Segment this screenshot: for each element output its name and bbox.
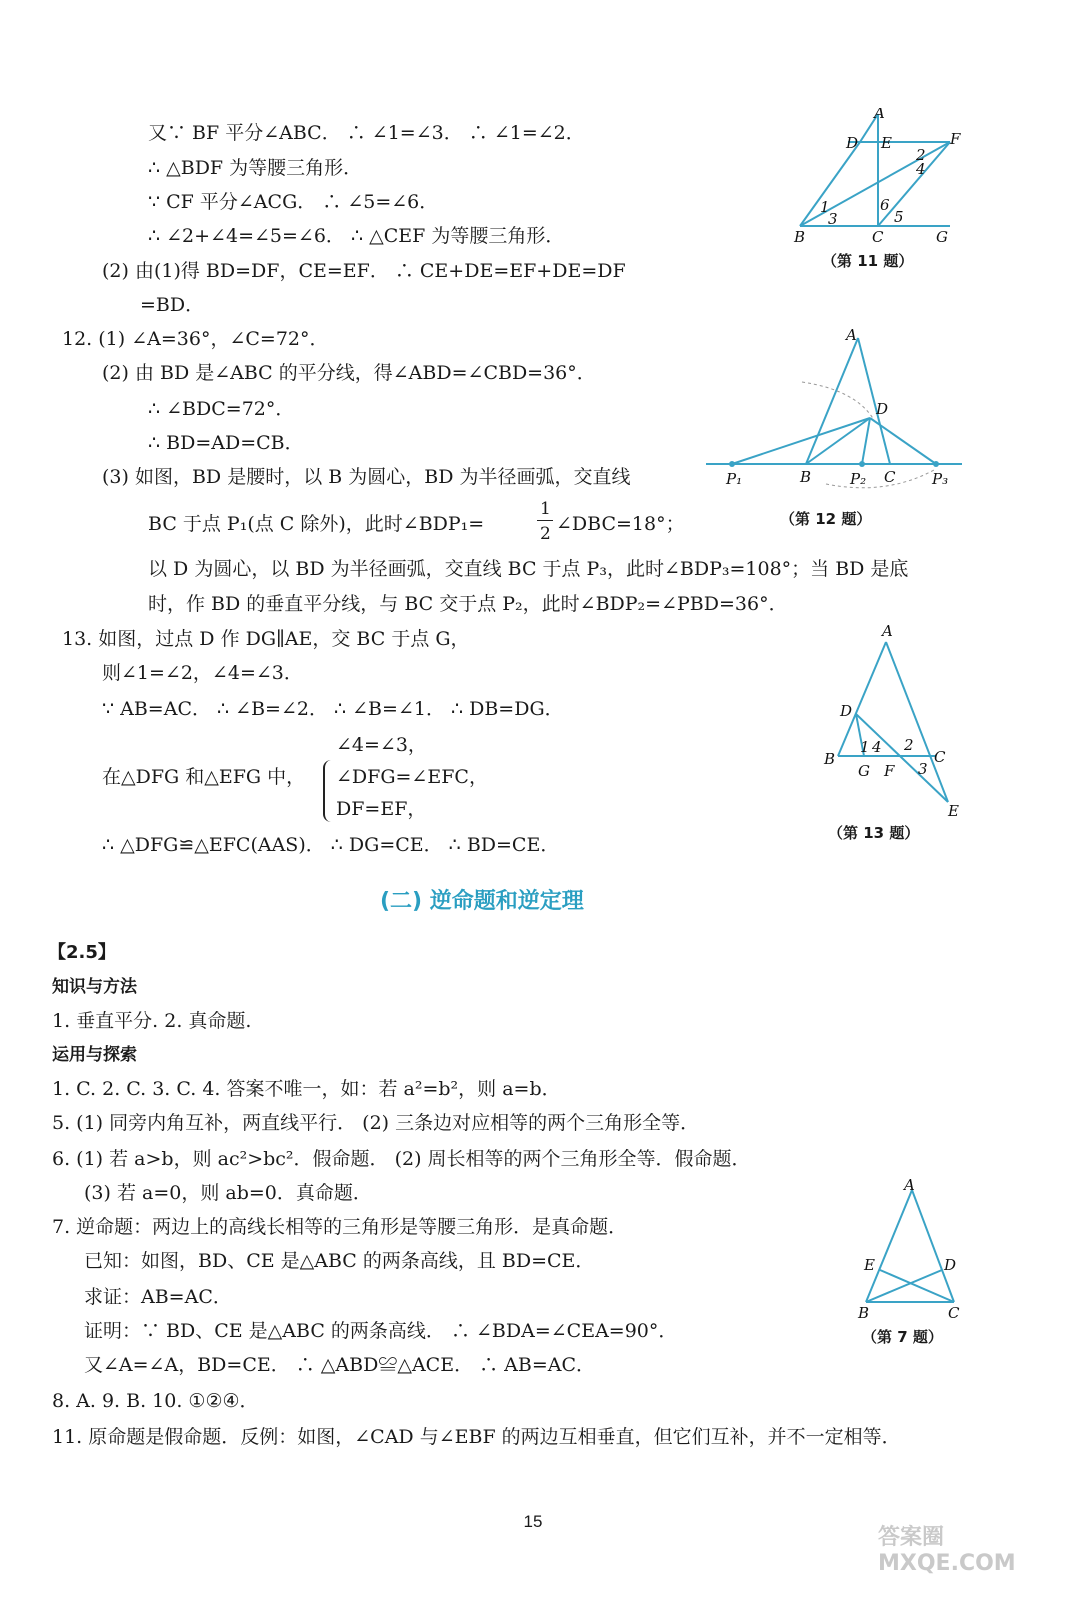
answer-line: (3) 若 a=0，则 ab=0．真命题．	[84, 1182, 372, 1204]
figure-13	[820, 622, 970, 822]
label-4: 4	[916, 160, 926, 178]
label-1: 1	[860, 738, 870, 756]
label-P1: P₁	[726, 470, 743, 488]
figure-7	[850, 1176, 970, 1326]
label-E: E	[864, 1256, 875, 1274]
fraction-numerator: 1	[540, 499, 551, 519]
page-number: 15	[523, 1512, 543, 1531]
q12-line: ∴ BD=AD=CB．	[148, 432, 304, 454]
label-2: 2	[904, 736, 914, 754]
q13-line: ∵ AB=AC． ∴ ∠B=∠2． ∴ ∠B=∠1． ∴ DB=DG．	[102, 698, 564, 720]
section-heading: 【2.5】	[48, 942, 116, 963]
q12-line: (2) 由 BD 是∠ABC 的平分线，得∠ABD=∠CBD=36°．	[102, 362, 596, 384]
label-A: A	[846, 326, 857, 344]
q11-line: ∴ ∠2+∠4=∠5=∠6． ∴ △CEF 为等腰三角形．	[148, 225, 565, 247]
q13-line: 则∠1=∠2，∠4=∠3．	[102, 662, 303, 684]
q12-line: ∠DBC=18°；	[556, 513, 685, 535]
q13-line: 13. 如图，过点 D 作 DG∥AE，交 BC 于点 G，	[62, 628, 470, 650]
answer-line: 11. 原命题是假命题．反例：如图，∠CAD 与∠EBF 的两边互相垂直，但它们互补，并不一定相等．	[52, 1426, 901, 1448]
q12-line: 时，作 BD 的垂直平分线，与 BC 交于点 P₂，此时∠BDP₂=∠PBD=36°．	[148, 593, 788, 615]
label-G: G	[858, 762, 870, 780]
q13-cond: DF=EF，	[336, 798, 427, 820]
q12-line: (3) 如图，BD 是腰时，以 B 为圆心，BD 为半径画弧，交直线	[102, 466, 631, 488]
label-B: B	[794, 228, 806, 246]
label-C: C	[884, 468, 896, 486]
subheading: 知识与方法	[52, 977, 137, 997]
label-B: B	[800, 468, 812, 486]
answer-line: 6. (1) 若 a>b，则 ac²>bc²．假命题． (2) 周长相等的两个三角形全等．假命题．	[52, 1148, 751, 1170]
label-5: 5	[894, 208, 904, 226]
label-B: B	[858, 1304, 870, 1322]
answer-line: 7. 逆命题：两边上的高线长相等的三角形是等腰三角形．是真命题．	[52, 1216, 628, 1238]
label-F: F	[950, 130, 961, 148]
label-D: D	[876, 400, 889, 418]
caption-11: （第 11 题）	[822, 252, 914, 270]
section-title: (二) 逆命题和逆定理	[380, 889, 584, 914]
caption-7: （第 7 题）	[862, 1328, 943, 1346]
subheading: 运用与探索	[52, 1045, 137, 1065]
label-E: E	[948, 802, 959, 820]
answer-line: 又∠A=∠A，BD=CE． ∴ △ABD≌△ACE． ∴ AB=AC．	[84, 1354, 596, 1376]
q12-line: ∴ ∠BDC=72°．	[148, 398, 295, 420]
label-2: 2	[916, 146, 926, 164]
label-P3: P₃	[932, 470, 949, 488]
label-A: A	[904, 1176, 915, 1194]
fraction-denominator: 2	[540, 524, 551, 544]
q11-line: ∴ △BDF 为等腰三角形．	[148, 157, 363, 179]
label-D: D	[840, 702, 853, 720]
label-P2: P₂	[850, 470, 867, 488]
label-C: C	[872, 228, 884, 246]
answer-line: 已知：如图，BD、CE 是△ABC 的两条高线，且 BD=CE．	[84, 1250, 595, 1272]
q13-cond: ∠4=∠3，	[336, 734, 427, 756]
label-G: G	[936, 228, 948, 246]
q12-line: 以 D 为圆心，以 BD 为半径画弧，交直线 BC 于点 P₃，此时∠BDP₃=108°；当 BD 是底	[148, 558, 909, 580]
label-1: 1	[820, 198, 830, 216]
q11-line: =BD．	[140, 294, 205, 316]
q11-line: 又∵ BF 平分∠ABC． ∴ ∠1=∠3． ∴ ∠1=∠2．	[148, 122, 585, 144]
label-3: 3	[828, 210, 838, 228]
label-B: B	[824, 750, 836, 768]
label-D: D	[846, 134, 859, 152]
label-4: 4	[872, 738, 882, 756]
q11-line: (2) 由(1)得 BD=DF，CE=EF． ∴ CE+DE=EF+DE=DF	[102, 260, 626, 282]
q13-line: ∴ △DFG≌△EFC(AAS)． ∴ DG=CE． ∴ BD=CE．	[102, 834, 560, 856]
figure-12	[706, 320, 966, 500]
label-A: A	[882, 622, 893, 640]
q12-line: 12. (1) ∠A=36°，∠C=72°．	[62, 328, 329, 350]
label-F: F	[884, 762, 895, 780]
label-6: 6	[880, 196, 890, 214]
watermark: 答案圈 MXQE.COM	[878, 1525, 1016, 1576]
q13-line: 在△DFG 和△EFG 中，	[102, 766, 306, 788]
answer-line: 8. A. 9. B. 10. ①②④．	[52, 1390, 259, 1412]
q13-cond: ∠DFG=∠EFC，	[336, 766, 488, 788]
caption-12: （第 12 题）	[780, 510, 872, 528]
answer-line: 求证：AB=AC．	[84, 1286, 232, 1308]
q12-line: BC 于点 P₁(点 C 除外)，此时∠BDP₁=	[148, 513, 485, 535]
brace	[323, 760, 335, 822]
caption-13: （第 13 题）	[828, 824, 920, 842]
figure-11	[790, 108, 970, 258]
label-A: A	[874, 108, 885, 122]
label-D: D	[944, 1256, 957, 1274]
label-C: C	[948, 1304, 960, 1322]
label-3: 3	[918, 760, 928, 778]
answer-line: 5. (1) 同旁内角互补，两直线平行． (2) 三条边对应相等的两个三角形全等．	[52, 1112, 700, 1134]
q11-line: ∵ CF 平分∠ACG． ∴ ∠5=∠6．	[148, 191, 439, 213]
answer-line: 证明：∵ BD、CE 是△ABC 的两条高线． ∴ ∠BDA=∠CEA=90°．	[84, 1320, 678, 1342]
label-C: C	[934, 748, 946, 766]
answer-line: 1. C. 2. C. 3. C. 4. 答案不唯一，如：若 a²=b²，则 a=b．	[52, 1078, 561, 1100]
label-E: E	[881, 134, 892, 152]
answer-line: 1. 垂直平分. 2. 真命题.	[52, 1010, 252, 1032]
